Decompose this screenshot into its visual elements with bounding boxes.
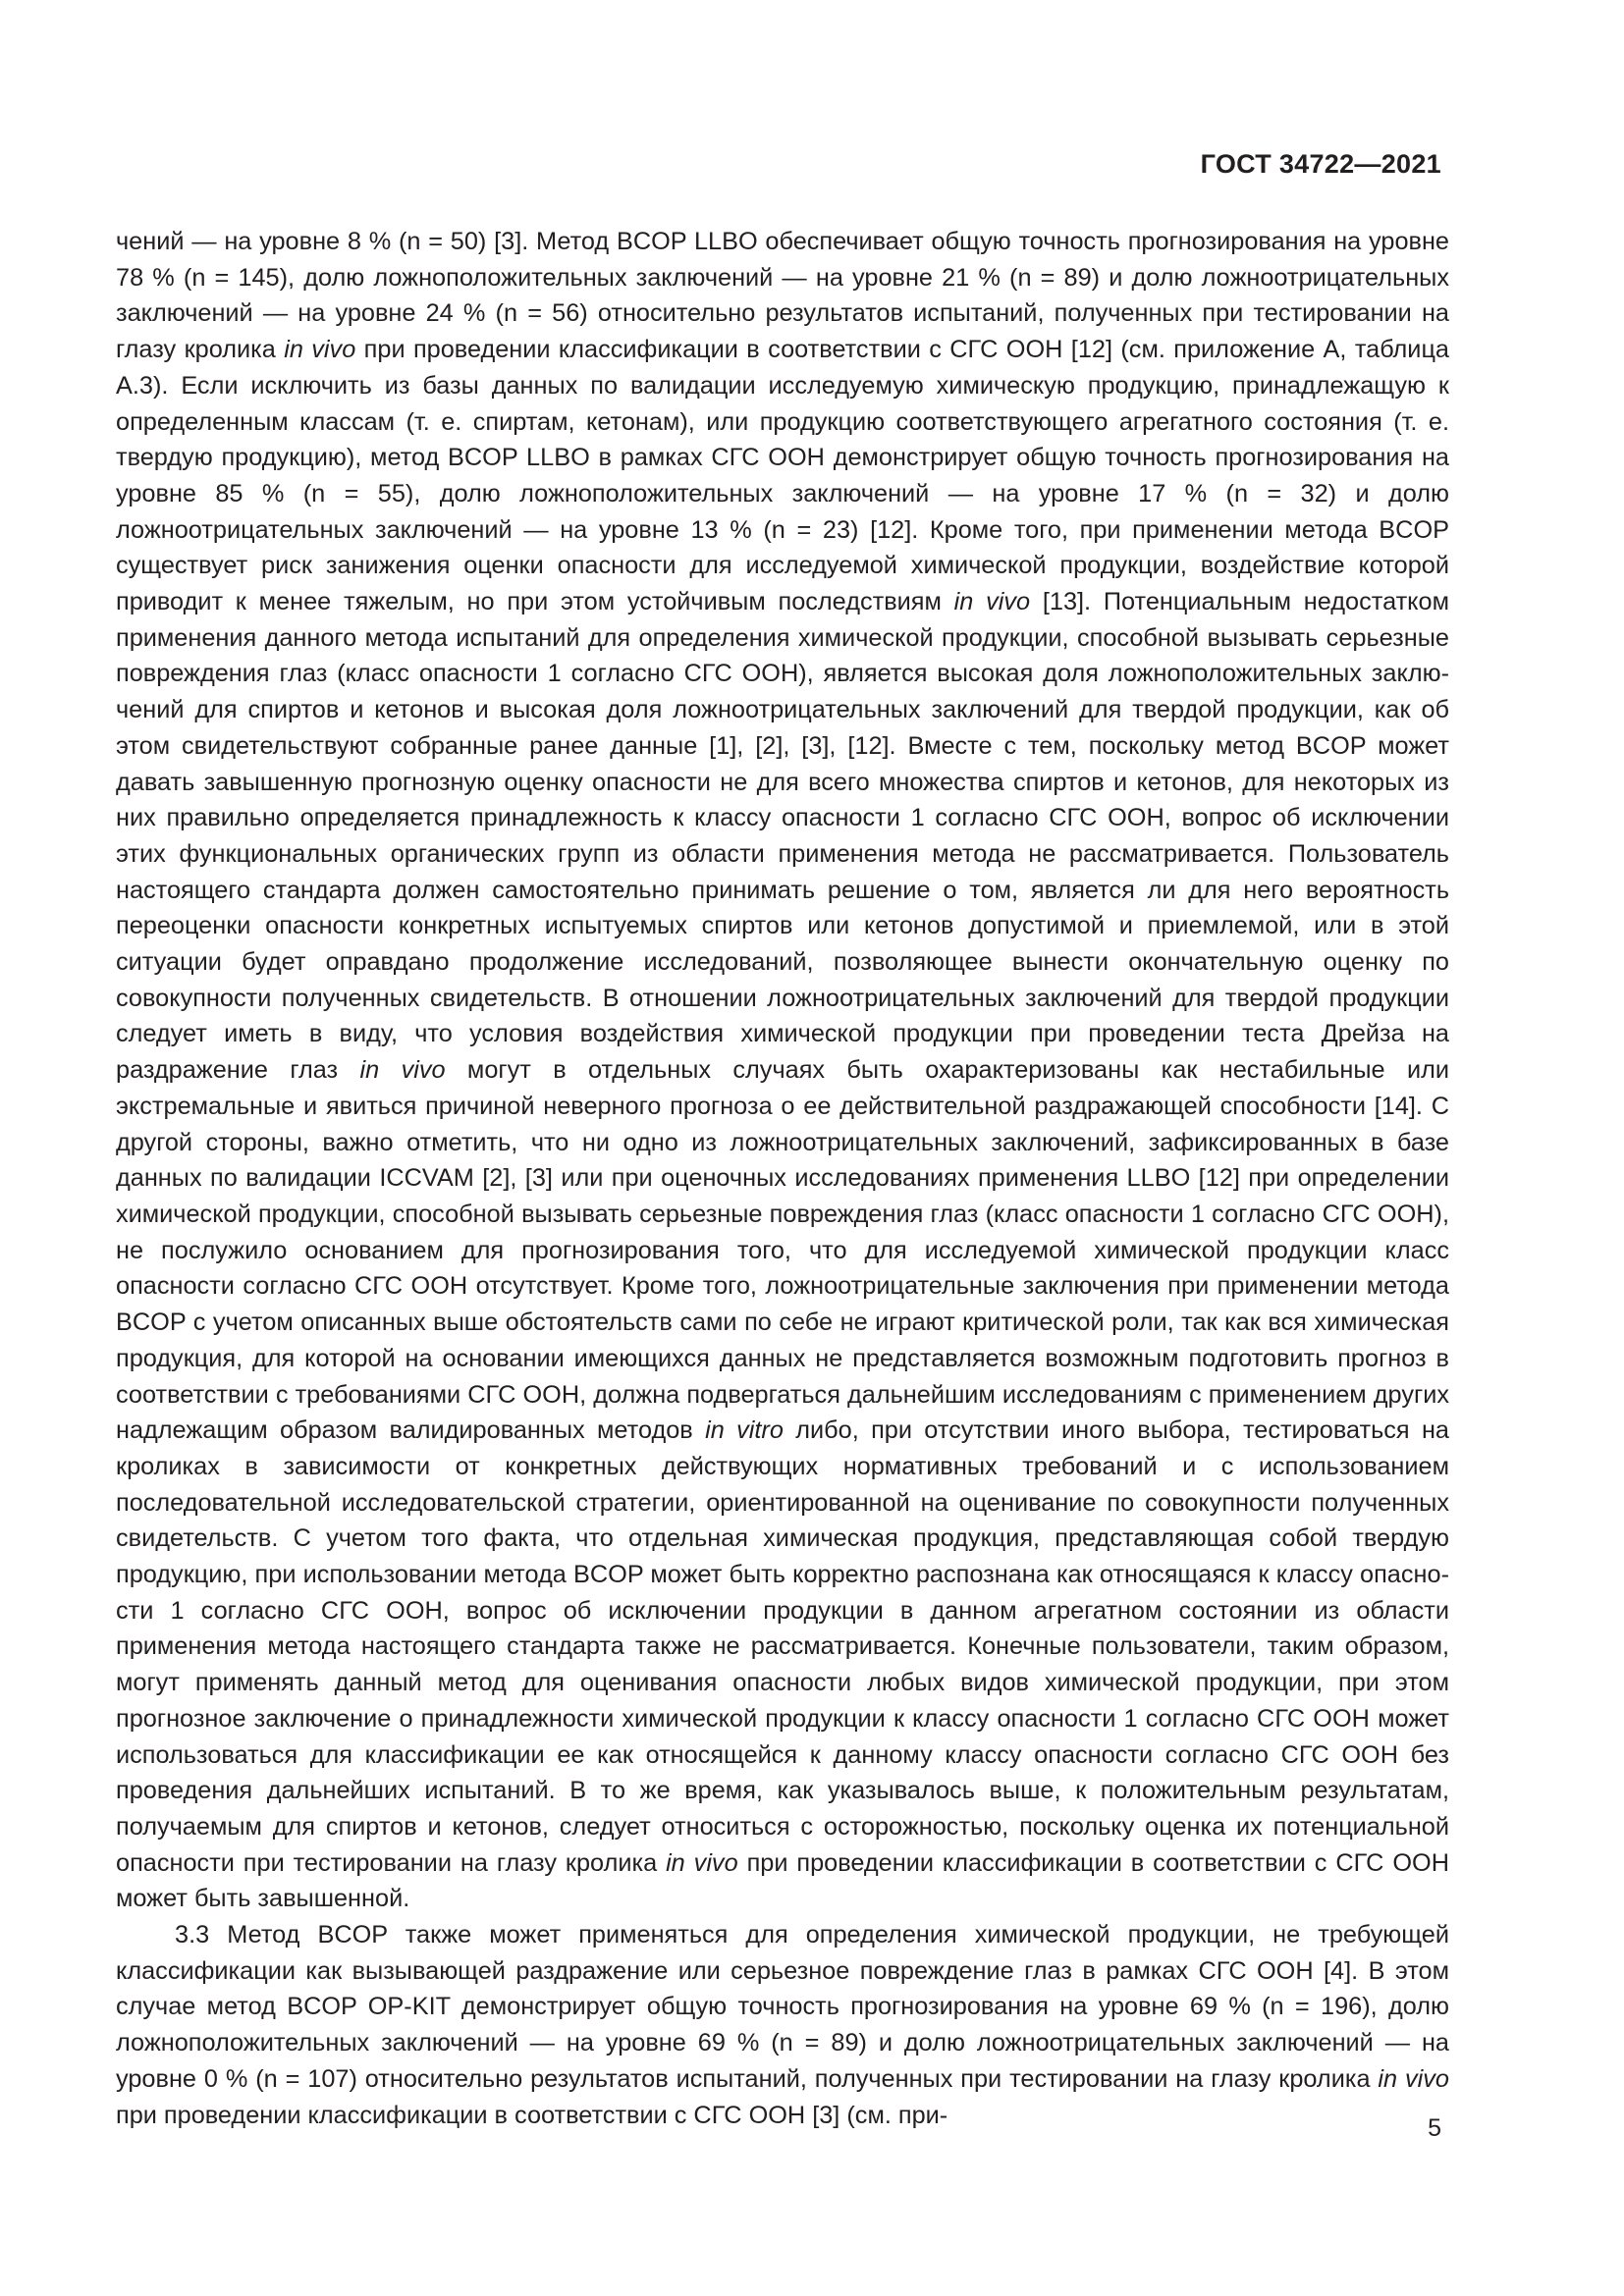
- text-run: [13]. Потенциальным недостатком применения данного метода испытаний для определения химической продукции, способной вызывать серьезные повреждения глаз (класс опасности 1 согласно СГС ООН), является высокая доля ложноположительных заключений для спиртов и кетонов и высокая доля ложноотрицательных заключений для твердой продукции, как об этом свидетельствуют собранные ранее данные [1], [2], [3], [12]. Вместе с тем, поскольку метод BCOP может давать завышенную прогнозную оценку опасности не для всего множества спиртов и кетонов, для некоторых из них правильно определяется принадлежность к классу опасности 1 согласно СГС ООН, вопрос об исключении этих функциональных органических групп из области применения метода не рассматривается. Пользователь настоящего стандарта должен самостоятельно принимать решение о том, является ли для него вероятность переоценки опасности конкретных испытуемых спиртов или кетонов допустимой и приемлемой, или в этой ситуации будет оправдано продолжение исследований, позволяющее вынести окончательную оценку по совокупности полученных свидетельств. В отношении ложноотрицательных заключений для твердой продукции следует иметь в виду, что условия воздействия химической продукции при проведении теста Дрейза на раздражение глаз: [116, 588, 1449, 1085]
- page-number: 5: [1428, 2114, 1441, 2142]
- text-run: при проведении классификации в соответствии с СГС ООН может быть завышенной.: [116, 1848, 1449, 1913]
- standard-code-header: ГОСТ 34722—2021: [1200, 149, 1441, 179]
- text-run: чений — на уровне 8 % (n = 50) [3]. Метод BCOP LLBO обеспечивает общую точность прогнозирования на уровне 78 % (n = 145), долю ложноположительных заключений — на уровне 21 % (n = 89) и долю ложноотрицательных заключений — на уровне 24 % (n = 56) относительно результатов испытаний, полученных при тестировании на глазу кролика: [116, 228, 1449, 364]
- text-run: 3.3 Метод BCOP также может применяться для определения химической продукции, не требующей классификации как вызывающей раздражение или серьезное повреждение глаз в рамках СГС ООН [4]. В этом случае метод BCOP OP-KIT демонстрирует общую точность прогнозирования на уровне 69 % (n = 196), долю ложноположительных заключений — на уровне 69 % (n = 89) и долю ложноотрицательных заключений — на уровне 0 % (n = 107) относительно результатов испытаний, полученных при тестировании на глазу кролика: [116, 1921, 1449, 2093]
- text-run: могут в отдельных случаях быть охарактеризованы как нестабильные или экстремальные и явиться причиной неверного прогноза о ее действительной раздражающей способности [14]. С другой стороны, важно отметить, что ни одно из ложноотрицательных заключений, зафиксированных в базе данных по валидации ICCVAM [2], [3] или при оценочных исследованиях применения LLBO [12] при определении химической продукции, способной вызывать серьезные повреждения глаз (класс опасности 1 согласно СГС ООН), не послужило основанием для прогнозирования того, что для исследуемой химической продукции класс опасности согласно СГС ООН отсутствует. Кроме того, ложноотрицательные заключения при применении метода BCOP с учетом описанных выше обстоятельств сами по себе не играют критической роли, так как вся химическая продукция, для которой на основании имеющихся данных не представляется возможным подготовить прогноз в соответствии с требованиями СГС ООН, должна подвергаться дальнейшим исследованиям с применением других надлежащим образом валидированных методов: [116, 1056, 1449, 1445]
- italic-term: in vivo: [666, 1848, 738, 1877]
- italic-term: in vivo: [284, 336, 356, 364]
- text-run: при проведении классификации в соответствии с СГС ООН [12] (см. приложение А, таблица А.3). Если исключить из базы данных по валидации исследуемую химическую продукцию, принадлежащую к определенным классам (т. е. спиртам, кетонам), или продукцию соответствующего агрегатного состояния (т. е. твердую продукцию), метод BCOP LLBO в рамках СГС ООН демонстрирует общую точность прогнозирования на уровне 85 % (n = 55), долю ложноположительных заключений — на уровне 17 % (n = 32) и долю ложноотрицательных заключений — на уровне 13 % (n = 23) [12]. Кроме того, при применении метода BCOP существует риск занижения оценки опасности для исследуемой химической продукции, воздействие которой приводит к менее тяжелым, но при этом устойчивым последствиям: [116, 336, 1449, 616]
- italic-term: in vitro: [705, 1416, 784, 1445]
- italic-term: in vivo: [953, 588, 1031, 616]
- body-text: [116, 224, 1449, 2133]
- italic-term: in vivo: [1378, 2064, 1449, 2093]
- italic-term: in vivo: [359, 1056, 446, 1085]
- paragraph-2: [116, 1917, 1449, 2133]
- paragraph-1: [116, 224, 1449, 1917]
- text-run: либо, при отсутствии иного выбора, тестироваться на кроликах в зависимости от конкретных действующих нормативных требований и с использованием последовательной исследовательской стратегии, ориентированной на оценивание по совокупности полученных свидетельств. С учетом того факта, что отдельная химическая продукция, представляющая собой твердую продукцию, при использовании метода BCOP может быть корректно распознана как относящаяся к классу опасности 1 согласно СГС ООН, вопрос об исключении продукции в данном агрегатном состоянии из области применения метода настоящего стандарта также не рассматривается. Конечные пользователи, таким образом, могут применять данный метод для оценивания опасности любых видов химической продукции, при этом прогнозное заключение о принадлежности химической продукции к классу опасности 1 согласно СГС ООН может использоваться для классификации ее как относящейся к данному классу опасности согласно СГС ООН без проведения дальнейших испытаний. В то же время, как указывалось выше, к положительным результатам, получаемым для спиртов и кетонов, следует относиться с осторожностью, поскольку оценка их потенциальной опасности при тестировании на глазу кролика: [116, 1416, 1449, 1877]
- text-run: при проведении классификации в соответствии с СГС ООН [3] (см. при-: [116, 2101, 948, 2129]
